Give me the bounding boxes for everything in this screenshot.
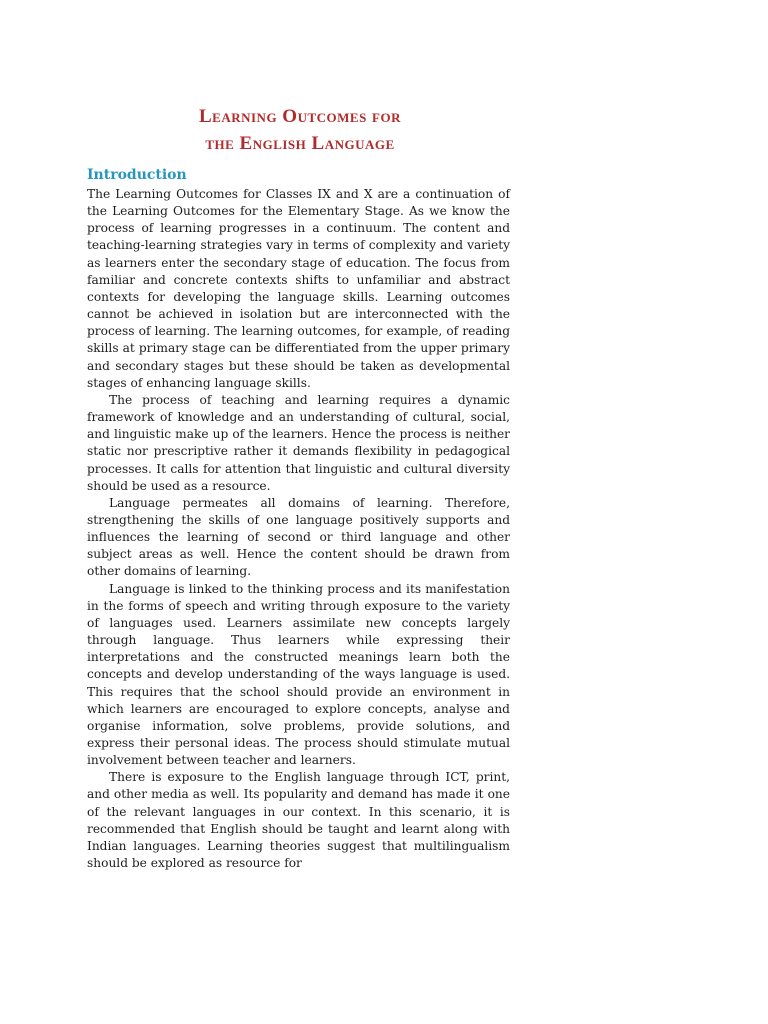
paragraph-4: Language is linked to the thinking process and its manifestation in the forms of speech and writing through exposure to the variety of languages used. Learners assimilate new concepts largely through language. Thus learners while expressing their interpretations and the constructed meanings learn both the concepts and develop understanding of the ways language is used. This requires that the school should provide an environment in which learners are encouraged to explore concepts, analyse and organise information, solve problems, provide solutions, and express their personal ideas. The process should stimulate mutual involvement between teacher and learners. [87, 581, 510, 768]
title-line-2: the English Language [205, 132, 395, 154]
body-text [87, 186, 510, 872]
section-heading-introduction: Introduction [87, 167, 187, 183]
paragraph-1: The Learning Outcomes for Classes IX and X are a continuation of the Learning Outcomes for the Elementary Stage. As we know the process of learning progresses in a continuum. The content and teaching-learning strategies vary in terms of complexity and variety as learners enter the secondary stage of education. The focus from familiar and concrete contexts shifts to unfamiliar and abstract contexts for developing the language skills. Learning outcomes cannot be achieved in isolation but are interconnected with the process of learning. The learning outcomes, for example, of reading skills at primary stage can be differentiated from the upper primary and secondary stages but these should be taken as developmental stages of enhancing language skills. [87, 187, 510, 390]
title-line-1: Learning Outcomes for [198, 105, 402, 127]
page-title [130, 103, 470, 157]
paragraph-5: There is exposure to the English language through ICT, print, and other media as well. Its popularity and demand has made it one of the relevant languages in our context. In this scenario, it is recommended that English should be taught and learnt along with Indian languages. Learning theories suggest that multilingualism should be explored as resource for [87, 770, 510, 871]
paragraph-2: The process of teaching and learning requires a dynamic framework of knowledge and an understanding of cultural, social, and linguistic make up of the learners. Hence the process is neither static nor prescriptive rather it demands flexibility in pedagogical processes. It calls for attention that linguistic and cultural diversity should be used as a resource. [87, 392, 510, 493]
paragraph-3: Language permeates all domains of learning. Therefore, strengthening the skills of one language positively supports and influences the learning of second or third language and other subject areas as well. Hence the content should be drawn from other domains of learning. [87, 495, 510, 579]
